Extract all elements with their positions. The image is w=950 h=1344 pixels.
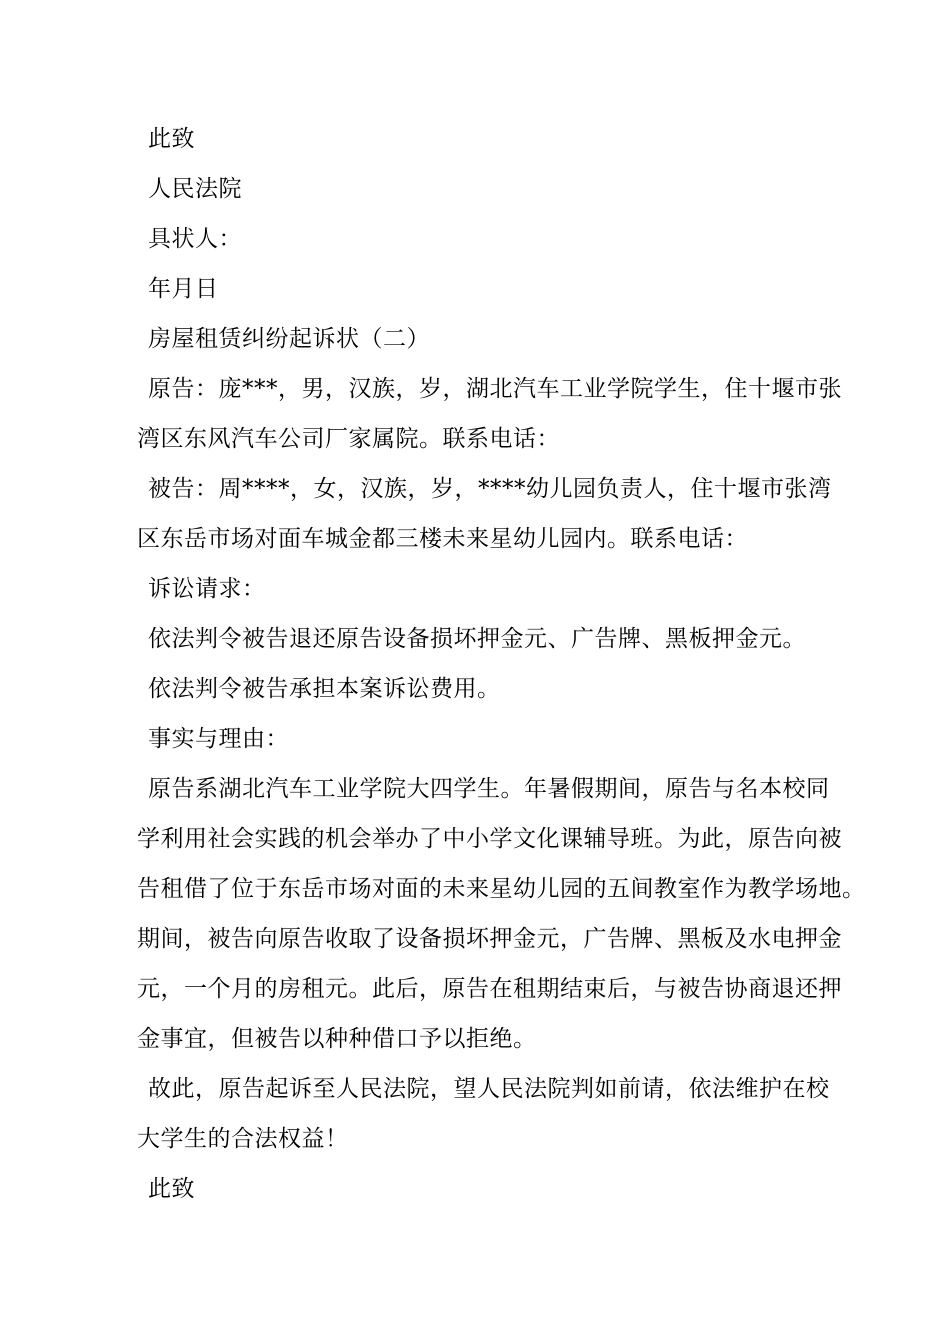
section-title: 房屋租赁纠纷起诉状（二） — [148, 326, 430, 352]
defendant-line-1: 被告：周****，女，汉族，岁，****幼儿园负责人，住十堰市张湾 — [148, 476, 832, 502]
conclusion-line-1: 故此，原告起诉至人民法院，望人民法院判如前请，依法维护在校 — [148, 1076, 830, 1102]
facts-heading: 事实与理由： — [148, 726, 289, 752]
claim-2: 依法判令被告承担本案诉讼费用。 — [148, 676, 501, 702]
plaintiff-line-1: 原告：庞***，男，汉族，岁，湖北汽车工业学院学生，住十堰市张 — [148, 376, 842, 402]
facts-line-4: 期间，被告向原告收取了设备损坏押金元，广告牌、黑板及水电押金 — [137, 926, 842, 952]
plaintiff-line-2: 湾区东风汽车公司厂家属院。联系电话： — [137, 426, 560, 452]
addressee-court: 人民法院 — [148, 176, 242, 202]
facts-line-2: 学利用社会实践的机会举办了中小学文化课辅导班。为此，原告向被 — [137, 826, 842, 852]
facts-line-3: 告租借了位于东岳市场对面的未来星幼儿园的五间教室作为教学场地。 — [137, 876, 866, 902]
facts-line-1: 原告系湖北汽车工业学院大四学生。年暑假期间，原告与名本校同 — [148, 776, 830, 802]
claim-1: 依法判令被告退还原告设备损坏押金元、广告牌、黑板押金元。 — [148, 626, 806, 652]
conclusion-line-2: 大学生的合法权益！ — [137, 1126, 349, 1152]
facts-line-5: 元，一个月的房租元。此后，原告在租期结束后，与被告协商退还押 — [137, 976, 842, 1002]
closing-salutation: 此致 — [148, 126, 195, 152]
signer-label: 具状人： — [148, 226, 242, 252]
facts-line-6: 金事宜，但被告以种种借口予以拒绝。 — [137, 1026, 537, 1052]
closing-salutation-2: 此致 — [148, 1176, 195, 1202]
claims-heading: 诉讼请求： — [148, 576, 266, 602]
date-label: 年月日 — [148, 276, 219, 302]
defendant-line-2: 区东岳市场对面车城金都三楼未来星幼儿园内。联系电话： — [137, 526, 748, 552]
